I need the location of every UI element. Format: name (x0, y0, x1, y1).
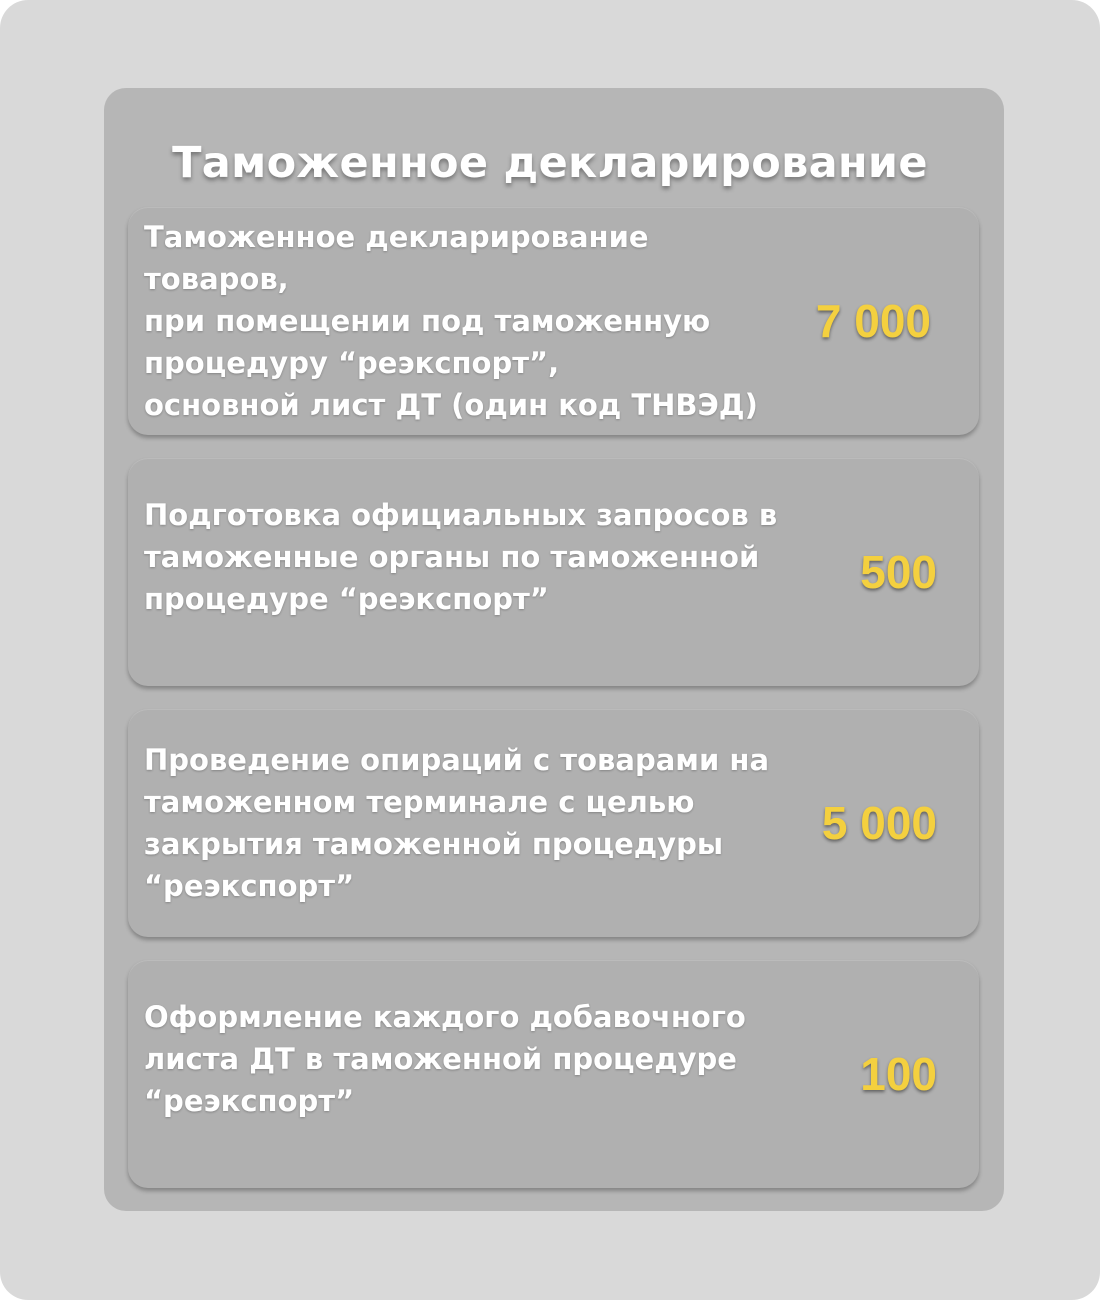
service-card (128, 458, 979, 686)
service-card (128, 709, 979, 937)
service-price: 500 (860, 546, 937, 598)
service-description: Проведение опираций с товарами на таможенном терминале с целью закрытия таможенной процедуры “реэкспорт” (144, 743, 770, 903)
service-description: Оформление каждого добавочного листа ДТ в таможенной процедуре “реэкспорт” (144, 999, 746, 1118)
service-price: 100 (860, 1048, 937, 1100)
service-description: Подготовка официальных запросов в таможенные органы по таможенной процедуре “реэкспорт” (144, 497, 778, 616)
service-card (128, 960, 979, 1188)
service-description: Таможенное декларирование товаров, при помещении под таможенную процедуру “реэкспорт”, основной лист ДТ (один код ТНВЭД) (144, 220, 758, 422)
service-price: 7 000 (815, 295, 931, 347)
page-title: Таможенное декларирование (172, 138, 928, 188)
service-card (128, 207, 979, 435)
service-price: 5 000 (821, 797, 937, 849)
